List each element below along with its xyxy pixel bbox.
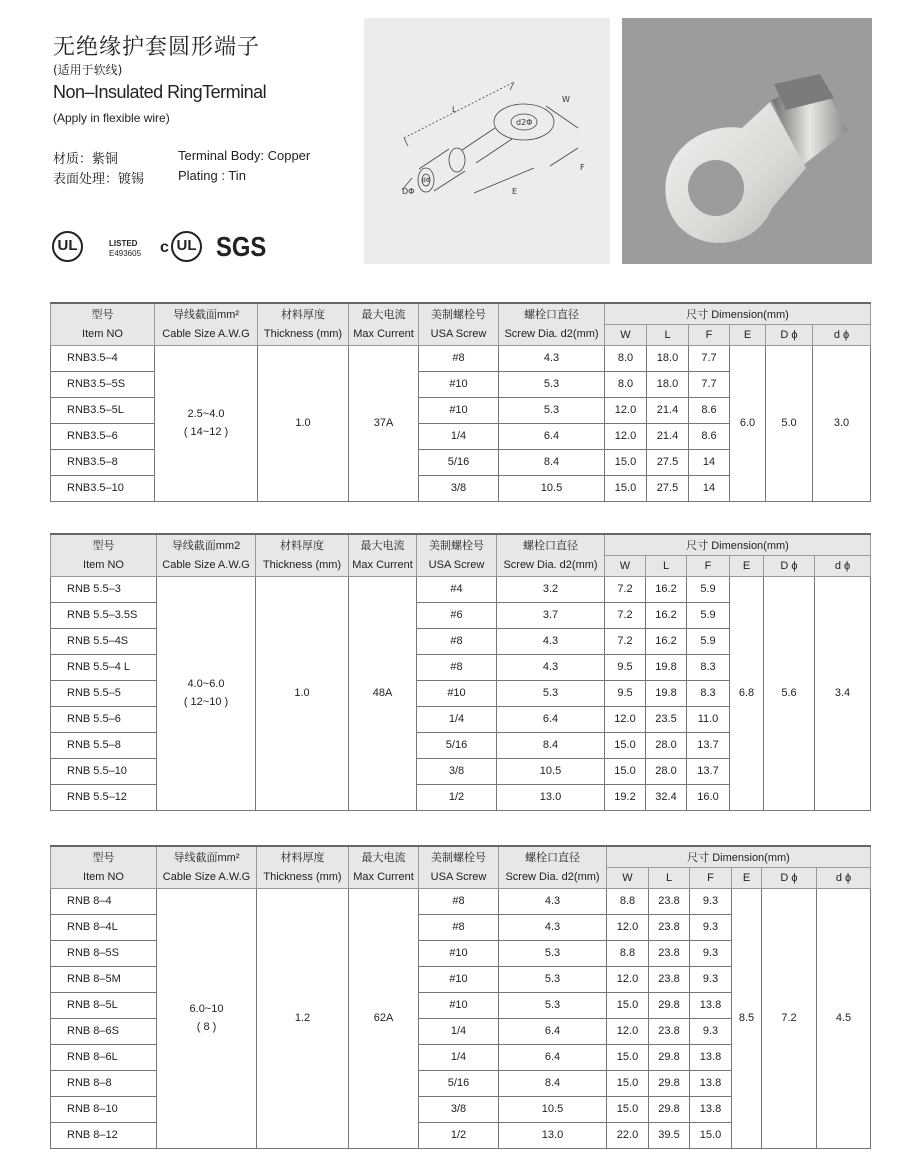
cell-usa-screw: 5/16 xyxy=(419,1070,499,1096)
cell-screw-dia: 5.3 xyxy=(499,992,607,1018)
dimension-drawing-svg xyxy=(364,18,610,264)
cell-l: 19.8 xyxy=(646,680,687,706)
table-row xyxy=(51,345,871,371)
cell-item-no: RNB 8–6L xyxy=(51,1044,157,1070)
label-d2: d2Φ xyxy=(516,118,533,127)
subtitle-en: (Apply in flexible wire) xyxy=(53,111,170,125)
table-row xyxy=(51,576,871,602)
cable-size-mm2: 6.0~10 xyxy=(189,1003,224,1015)
cell-usa-screw: 3/8 xyxy=(417,758,497,784)
cell-usa-screw: 5/16 xyxy=(419,449,499,475)
cell-item-no: RNB 5.5–8 xyxy=(51,732,157,758)
header-dia-cn: 螺栓口直径 xyxy=(497,534,605,555)
page-title-cn: 无绝缘护套圆形端子 xyxy=(53,35,261,60)
cell-l: 23.8 xyxy=(649,888,690,914)
header-d-inner: d ϕ xyxy=(815,555,871,576)
table-header-row-1 xyxy=(51,303,871,324)
header-thickness-en: Thickness (mm) xyxy=(257,867,349,888)
header-screw-cn: 美制螺栓号 xyxy=(419,846,499,867)
cell-item-no: RNB 8–5L xyxy=(51,992,157,1018)
header-e: E xyxy=(730,555,764,576)
cell-w: 8.8 xyxy=(607,940,649,966)
cell-screw-dia: 10.5 xyxy=(499,475,605,501)
header-cable-cn: 导线截面mm2 xyxy=(157,534,256,555)
cell-usa-screw: 1/4 xyxy=(419,1044,499,1070)
cell-f: 14 xyxy=(689,475,730,501)
cul-c-mark: c xyxy=(160,239,169,256)
cell-e: 6.8 xyxy=(730,576,764,810)
cell-usa-screw: #10 xyxy=(419,940,499,966)
material-value: Terminal Body: Copper xyxy=(178,148,311,163)
cell-screw-dia: 4.3 xyxy=(497,628,605,654)
cell-screw-dia: 6.4 xyxy=(499,423,605,449)
cell-usa-screw: #4 xyxy=(417,576,497,602)
cell-l: 23.5 xyxy=(646,706,687,732)
header-cable-cn: 导线截面mm² xyxy=(155,303,258,324)
header-e: E xyxy=(732,867,762,888)
cell-d-inner: 3.4 xyxy=(815,576,871,810)
header-d-inner: d ϕ xyxy=(813,324,871,345)
header-item-en: Item NO xyxy=(51,324,155,345)
header-item-cn: 型号 xyxy=(51,846,157,867)
cell-screw-dia: 8.4 xyxy=(499,449,605,475)
cell-screw-dia: 5.3 xyxy=(499,397,605,423)
header-l: L xyxy=(647,324,689,345)
cell-f: 8.3 xyxy=(687,680,730,706)
header-dia-en: Screw Dia. d2(mm) xyxy=(497,555,605,576)
cell-l: 19.8 xyxy=(646,654,687,680)
cell-screw-dia: 8.4 xyxy=(499,1070,607,1096)
cell-f: 14 xyxy=(689,449,730,475)
cell-f: 13.8 xyxy=(690,1044,732,1070)
cell-usa-screw: 1/4 xyxy=(417,706,497,732)
cell-item-no: RNB 8–10 xyxy=(51,1096,157,1122)
cell-w: 15.0 xyxy=(607,992,649,1018)
cell-l: 21.4 xyxy=(647,397,689,423)
header-dia-cn: 螺栓口直径 xyxy=(499,303,605,324)
cell-item-no: RNB 8–4 xyxy=(51,888,157,914)
cell-usa-screw: 1/2 xyxy=(419,1122,499,1148)
cell-usa-screw: 3/8 xyxy=(419,475,499,501)
cell-screw-dia: 3.2 xyxy=(497,576,605,602)
cell-w: 12.0 xyxy=(607,1018,649,1044)
cell-f: 9.3 xyxy=(690,940,732,966)
cell-l: 16.2 xyxy=(646,628,687,654)
header-screw-cn: 美制螺栓号 xyxy=(417,534,497,555)
header-current-en: Max Current xyxy=(349,867,419,888)
header-item-cn: 型号 xyxy=(51,534,157,555)
header-d-inner: d ϕ xyxy=(817,867,871,888)
table-header-row-2 xyxy=(51,867,871,888)
cell-w: 9.5 xyxy=(605,680,646,706)
cell-screw-dia: 8.4 xyxy=(497,732,605,758)
cell-l: 32.4 xyxy=(646,784,687,810)
cell-d-outer: 5.6 xyxy=(764,576,815,810)
header-f: F xyxy=(689,324,730,345)
header-f: F xyxy=(687,555,730,576)
header-thickness-en: Thickness (mm) xyxy=(258,324,349,345)
cell-f: 13.8 xyxy=(690,992,732,1018)
cell-d-inner: 3.0 xyxy=(813,345,871,501)
certification-logos xyxy=(52,231,292,263)
cell-e: 8.5 xyxy=(732,888,762,1148)
label-W: W xyxy=(562,95,570,104)
header-f: F xyxy=(690,867,732,888)
header-cable-en: Cable Size A.W.G xyxy=(155,324,258,345)
cell-item-no: RNB 5.5–12 xyxy=(51,784,157,810)
cell-w: 22.0 xyxy=(607,1122,649,1148)
header-cable-en: Cable Size A.W.G xyxy=(157,555,256,576)
header-thickness-cn: 材料厚度 xyxy=(258,303,349,324)
cell-item-no: RNB 8–6S xyxy=(51,1018,157,1044)
table-header-row-1 xyxy=(51,846,871,867)
cell-item-no: RNB3.5–5L xyxy=(51,397,155,423)
header-item-en: Item NO xyxy=(51,867,157,888)
header-item-en: Item NO xyxy=(51,555,157,576)
header-dimension: 尺寸 Dimension(mm) xyxy=(605,534,871,555)
cable-size-awg: ( 8 ) xyxy=(196,1021,217,1033)
cell-l: 16.2 xyxy=(646,602,687,628)
cell-f: 8.3 xyxy=(687,654,730,680)
cell-screw-dia: 6.4 xyxy=(499,1018,607,1044)
cell-l: 16.2 xyxy=(646,576,687,602)
cell-item-no: RNB3.5–8 xyxy=(51,449,155,475)
header-thickness-cn: 材料厚度 xyxy=(256,534,349,555)
cell-f: 9.3 xyxy=(690,1018,732,1044)
cell-cable-size xyxy=(155,345,258,501)
header-dia-cn: 螺栓口直径 xyxy=(499,846,607,867)
cell-usa-screw: 3/8 xyxy=(419,1096,499,1122)
cell-l: 28.0 xyxy=(646,732,687,758)
header-cable-cn: 导线截面mm² xyxy=(157,846,257,867)
cell-l: 27.5 xyxy=(647,449,689,475)
cell-cable-size xyxy=(157,576,256,810)
cell-usa-screw: #10 xyxy=(417,680,497,706)
cell-w: 12.0 xyxy=(607,914,649,940)
header-w: W xyxy=(607,867,649,888)
cell-w: 19.2 xyxy=(605,784,646,810)
cell-f: 8.6 xyxy=(689,397,730,423)
cell-max-current: 37A xyxy=(349,345,419,501)
cell-usa-screw: 1/4 xyxy=(419,1018,499,1044)
cable-size-awg: ( 12~10 ) xyxy=(183,696,229,708)
subtitle-cn: (适用于软线) xyxy=(53,63,123,77)
cell-usa-screw: 1/2 xyxy=(417,784,497,810)
cell-usa-screw: #8 xyxy=(419,914,499,940)
cell-max-current: 62A xyxy=(349,888,419,1148)
cell-w: 12.0 xyxy=(605,423,647,449)
cell-l: 23.8 xyxy=(649,914,690,940)
cell-d-outer: 7.2 xyxy=(762,888,817,1148)
header-current-cn: 最大电流 xyxy=(349,303,419,324)
cell-item-no: RNB 5.5–5 xyxy=(51,680,157,706)
header-l: L xyxy=(649,867,690,888)
cell-f: 13.7 xyxy=(687,758,730,784)
surface-value: Plating : Tin xyxy=(178,168,246,183)
ul-listed-number: E493605 xyxy=(109,249,142,258)
cell-usa-screw: #10 xyxy=(419,992,499,1018)
cell-w: 15.0 xyxy=(605,732,646,758)
cell-l: 39.5 xyxy=(649,1122,690,1148)
header-w: W xyxy=(605,324,647,345)
cell-l: 23.8 xyxy=(649,940,690,966)
cell-w: 15.0 xyxy=(607,1096,649,1122)
header-dimension: 尺寸 Dimension(mm) xyxy=(605,303,871,324)
header-screw-en: USA Screw xyxy=(417,555,497,576)
cell-usa-screw: 5/16 xyxy=(417,732,497,758)
cell-l: 28.0 xyxy=(646,758,687,784)
cell-screw-dia: 4.3 xyxy=(499,345,605,371)
cell-w: 12.0 xyxy=(607,966,649,992)
cell-usa-screw: #8 xyxy=(419,345,499,371)
cell-item-no: RNB3.5–5S xyxy=(51,371,155,397)
cell-screw-dia: 4.3 xyxy=(499,914,607,940)
cell-screw-dia: 10.5 xyxy=(499,1096,607,1122)
cell-usa-screw: #8 xyxy=(419,888,499,914)
cell-item-no: RNB 5.5–4S xyxy=(51,628,157,654)
cell-f: 16.0 xyxy=(687,784,730,810)
cell-f: 13.7 xyxy=(687,732,730,758)
cell-usa-screw: #6 xyxy=(417,602,497,628)
header-cable-en: Cable Size A.W.G xyxy=(157,867,257,888)
cell-f: 5.9 xyxy=(687,576,730,602)
cell-item-no: RNB 5.5–10 xyxy=(51,758,157,784)
terminal-dimension-drawing xyxy=(364,18,610,264)
header-dimension: 尺寸 Dimension(mm) xyxy=(607,846,871,867)
cell-w: 15.0 xyxy=(605,758,646,784)
cell-screw-dia: 5.3 xyxy=(497,680,605,706)
cell-w: 7.2 xyxy=(605,576,646,602)
cell-f: 9.3 xyxy=(690,914,732,940)
label-L: L xyxy=(452,105,457,114)
cable-size-mm2: 2.5~4.0 xyxy=(187,408,225,420)
header-screw-en: USA Screw xyxy=(419,867,499,888)
cell-screw-dia: 6.4 xyxy=(497,706,605,732)
cell-item-no: RNB3.5–4 xyxy=(51,345,155,371)
cell-screw-dia: 5.3 xyxy=(499,371,605,397)
cell-w: 8.0 xyxy=(605,371,647,397)
cell-w: 15.0 xyxy=(607,1044,649,1070)
cell-thickness: 1.0 xyxy=(256,576,349,810)
cell-max-current: 48A xyxy=(349,576,417,810)
cell-l: 23.8 xyxy=(649,966,690,992)
surface-label: 表面处理：镀锡 xyxy=(53,172,145,187)
cell-e: 6.0 xyxy=(730,345,766,501)
cell-w: 8.8 xyxy=(607,888,649,914)
cell-usa-screw: #10 xyxy=(419,371,499,397)
cell-usa-screw: #8 xyxy=(417,628,497,654)
header-d-outer: D ϕ xyxy=(766,324,813,345)
cell-usa-screw: #8 xyxy=(417,654,497,680)
spec-table-rnb8 xyxy=(50,845,871,1149)
cell-item-no: RNB 5.5–6 xyxy=(51,706,157,732)
cable-size-awg: ( 14~12 ) xyxy=(183,426,229,438)
cell-item-no: RNB3.5–10 xyxy=(51,475,155,501)
cell-f: 15.0 xyxy=(690,1122,732,1148)
cell-l: 21.4 xyxy=(647,423,689,449)
header-current-cn: 最大电流 xyxy=(349,534,417,555)
cell-screw-dia: 4.3 xyxy=(497,654,605,680)
header-dia-en: Screw Dia. d2(mm) xyxy=(499,867,607,888)
cell-w: 7.2 xyxy=(605,628,646,654)
cell-w: 7.2 xyxy=(605,602,646,628)
cell-l: 29.8 xyxy=(649,992,690,1018)
cable-size-mm2: 4.0~6.0 xyxy=(187,678,225,690)
cell-screw-dia: 5.3 xyxy=(499,940,607,966)
cell-w: 15.0 xyxy=(607,1070,649,1096)
cell-screw-dia: 13.0 xyxy=(499,1122,607,1148)
cell-l: 29.8 xyxy=(649,1044,690,1070)
cell-l: 29.8 xyxy=(649,1070,690,1096)
cell-l: 18.0 xyxy=(647,371,689,397)
spec-table-rnb3-5 xyxy=(50,302,871,502)
cell-item-no: RNB 8–5M xyxy=(51,966,157,992)
header-d-outer: D ϕ xyxy=(762,867,817,888)
product-photo xyxy=(622,18,872,264)
table-row xyxy=(51,888,871,914)
cell-f: 5.9 xyxy=(687,602,730,628)
sgs-logo: SGS xyxy=(216,231,267,262)
cell-cable-size xyxy=(157,888,257,1148)
cell-usa-screw: #10 xyxy=(419,397,499,423)
header-dia-en: Screw Dia. d2(mm) xyxy=(499,324,605,345)
cell-l: 27.5 xyxy=(647,475,689,501)
cell-item-no: RNB3.5–6 xyxy=(51,423,155,449)
cell-item-no: RNB 5.5–3.5S xyxy=(51,602,157,628)
cell-thickness: 1.0 xyxy=(258,345,349,501)
cell-f: 8.6 xyxy=(689,423,730,449)
cell-l: 29.8 xyxy=(649,1096,690,1122)
table-header-row-2 xyxy=(51,324,871,345)
cell-d-outer: 5.0 xyxy=(766,345,813,501)
header-thickness-cn: 材料厚度 xyxy=(257,846,349,867)
cell-item-no: RNB 5.5–4 L xyxy=(51,654,157,680)
label-E: E xyxy=(512,187,518,196)
cell-w: 15.0 xyxy=(605,449,647,475)
cell-w: 15.0 xyxy=(605,475,647,501)
ul-listed-text: LISTED xyxy=(109,239,138,248)
cell-w: 12.0 xyxy=(605,397,647,423)
cell-f: 13.8 xyxy=(690,1070,732,1096)
cell-screw-dia: 10.5 xyxy=(497,758,605,784)
header-thickness-en: Thickness (mm) xyxy=(256,555,349,576)
cell-item-no: RNB 8–8 xyxy=(51,1070,157,1096)
cell-l: 23.8 xyxy=(649,1018,690,1044)
cell-item-no: RNB 8–4L xyxy=(51,914,157,940)
header-l: L xyxy=(646,555,687,576)
header-item-cn: 型号 xyxy=(51,303,155,324)
header-w: W xyxy=(605,555,646,576)
cul-logo: UL xyxy=(171,231,202,262)
spec-table-rnb5-5 xyxy=(50,533,871,811)
cell-f: 9.3 xyxy=(690,888,732,914)
material-label: 材质：紫铜 xyxy=(53,152,119,167)
header-e: E xyxy=(730,324,766,345)
cell-usa-screw: 1/4 xyxy=(419,423,499,449)
label-F: F xyxy=(580,163,585,172)
cell-screw-dia: 4.3 xyxy=(499,888,607,914)
ul-logo: UL xyxy=(52,231,83,262)
cell-item-no: RNB 5.5–3 xyxy=(51,576,157,602)
ring-terminal-illustration xyxy=(622,18,872,264)
cell-f: 11.0 xyxy=(687,706,730,732)
header-d-outer: D ϕ xyxy=(764,555,815,576)
cell-w: 12.0 xyxy=(605,706,646,732)
label-D: DΦ xyxy=(402,187,415,196)
cell-screw-dia: 3.7 xyxy=(497,602,605,628)
cell-item-no: RNB 8–12 xyxy=(51,1122,157,1148)
cell-f: 7.7 xyxy=(689,345,730,371)
cell-thickness: 1.2 xyxy=(257,888,349,1148)
cell-f: 7.7 xyxy=(689,371,730,397)
header-current-en: Max Current xyxy=(349,555,417,576)
header-current-en: Max Current xyxy=(349,324,419,345)
cell-item-no: RNB 8–5S xyxy=(51,940,157,966)
table-header-row-2 xyxy=(51,555,871,576)
header-screw-cn: 美制螺栓号 xyxy=(419,303,499,324)
label-d: dΦ xyxy=(422,177,431,184)
cell-w: 9.5 xyxy=(605,654,646,680)
cell-usa-screw: #10 xyxy=(419,966,499,992)
cell-screw-dia: 6.4 xyxy=(499,1044,607,1070)
cell-f: 5.9 xyxy=(687,628,730,654)
page-title-en: Non–Insulated RingTerminal xyxy=(53,82,267,102)
header-current-cn: 最大电流 xyxy=(349,846,419,867)
table-header-row-1 xyxy=(51,534,871,555)
header-screw-en: USA Screw xyxy=(419,324,499,345)
cell-screw-dia: 5.3 xyxy=(499,966,607,992)
cell-f: 13.8 xyxy=(690,1096,732,1122)
cell-f: 9.3 xyxy=(690,966,732,992)
cell-l: 18.0 xyxy=(647,345,689,371)
cell-d-inner: 4.5 xyxy=(817,888,871,1148)
cell-w: 8.0 xyxy=(605,345,647,371)
cell-screw-dia: 13.0 xyxy=(497,784,605,810)
